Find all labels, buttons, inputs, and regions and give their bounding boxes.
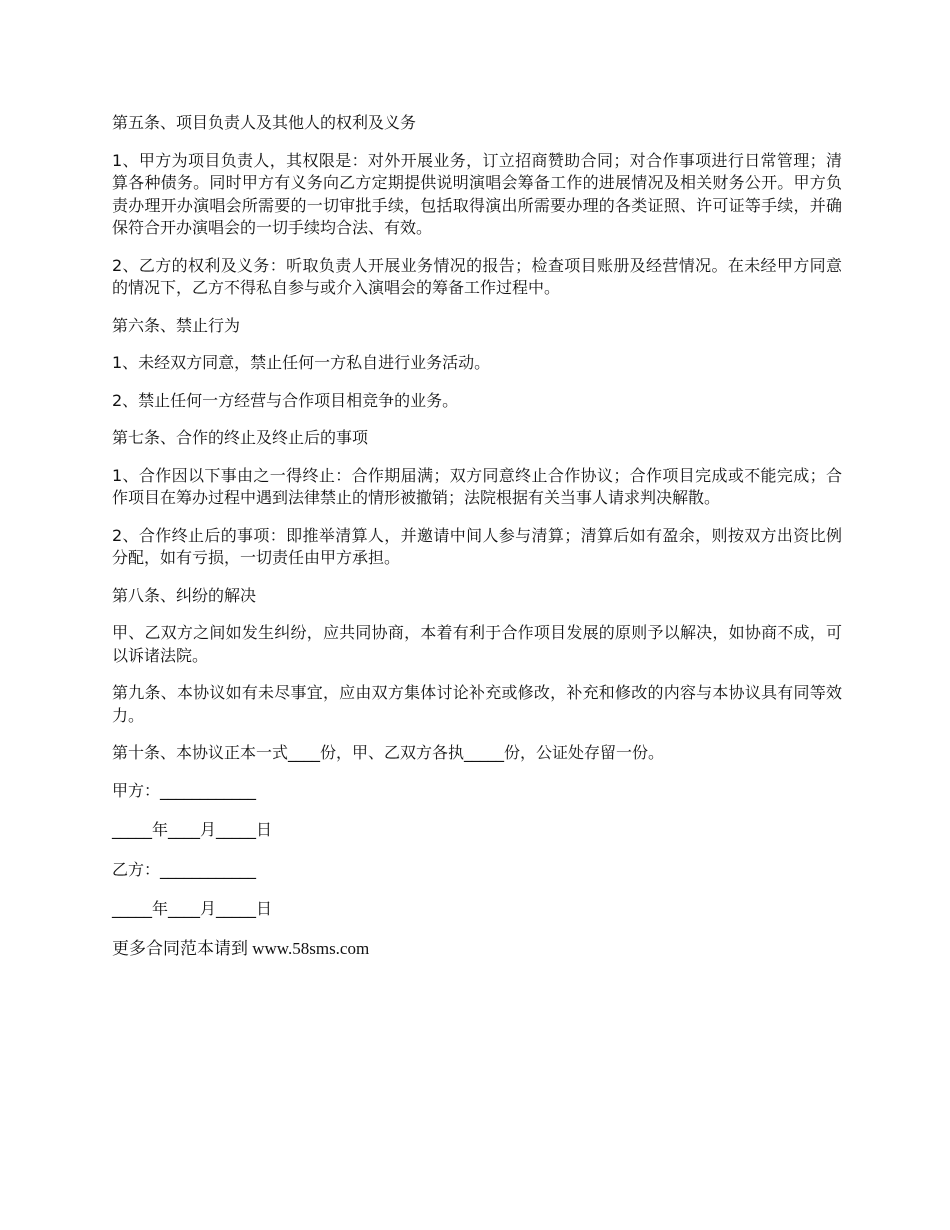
article-8-body: 甲、乙双方之间如发生纠纷，应共同协商，本着有利于合作项目发展的原则予以解决，如协商不成，可以诉诸法院。	[112, 623, 842, 665]
contract-document	[112, 112, 842, 975]
article-6-clause-2: 2、禁止任何一方经营与合作项目相竞争的业务。	[112, 390, 459, 410]
article-5-clause-2: 2、乙方的权利及义务：听取负责人开展业务情况的报告；检查项目账册及经营情况。在未经甲方同意的情况下，乙方不得私自参与或介入演唱会的筹备工作过程中。	[112, 255, 842, 297]
article-9: 第九条、本协议如有未尽事宜，应由双方集体讨论补充或修改，补充和修改的内容与本协议具有同等效力。	[112, 683, 842, 725]
article-5-clause-1: 1、甲方为项目负责人，其权限是：对外开展业务，订立招商赞助合同；对合作事项进行日常管理；清算各种债务。同时甲方有义务向乙方定期提供说明演唱会筹备工作的进展情况及相关财务公开。甲方负责办理开办演唱会所需要的一切审批手续，包括取得演出所需要办理的各类证照、许可证等手续，并确保符合开办演唱会的一切手续均合法、有效。	[112, 150, 842, 237]
party-a-signature: 甲方：____________	[112, 780, 257, 800]
article-7-clause-1: 1、合作因以下事由之一得终止：合作期届满；双方同意终止合作协议；合作项目完成或不能完成；合作项目在筹办过程中遇到法律禁止的情形被撤销；法院根据有关当事人请求判决解散。	[112, 465, 842, 507]
article-8-heading: 第八条、纠纷的解决	[112, 585, 257, 605]
article-6-heading: 第六条、禁止行为	[112, 315, 241, 335]
article-7-clause-2: 2、合作终止后的事项：即推举清算人，并邀请中间人参与清算；清算后如有盈余，则按双方出资比例分配，如有亏损，一切责任由甲方承担。	[112, 525, 842, 567]
article-7-heading: 第七条、合作的终止及终止后的事项	[112, 428, 369, 447]
article-5-heading: 第五条、项目负责人及其他人的权利及义务	[112, 113, 417, 132]
footer-link-text: 更多合同范本请到 www.58sms.com	[112, 938, 370, 958]
article-10: 第十条、本协议正本一式____份，甲、乙双方各执_____份，公证处存留一份。	[112, 743, 665, 762]
party-b-signature: 乙方：____________	[112, 859, 257, 879]
party-a-date: _____年____月_____日	[112, 820, 273, 839]
article-6-clause-1: 1、未经双方同意，禁止任何一方私自进行业务活动。	[112, 353, 491, 372]
party-b-date: _____年____月_____日	[112, 899, 273, 918]
